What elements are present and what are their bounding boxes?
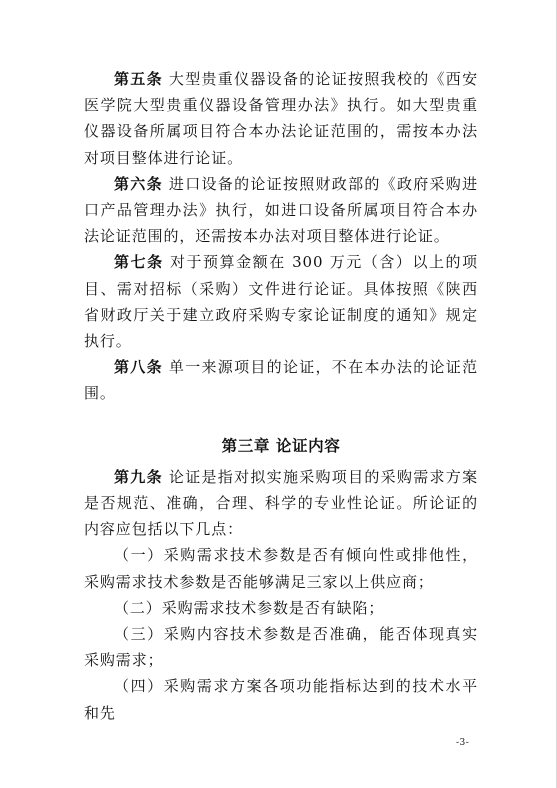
article-7-text: 对于预算金额在 300 万元（含）以上的项目、需对招标（采购）文件进行论证。具体按照《陕西省财政厅关于建立政府采购专家论证制度的通知》规定执行。 xyxy=(84,253,478,351)
page-content xyxy=(84,66,478,726)
article-6-label: 第六条 xyxy=(114,174,163,193)
list-item-3: （三）采购内容技术参数是否准确，能否体现真实采购需求； xyxy=(84,625,478,670)
chapter-title: 第三章 论证内容 xyxy=(221,435,341,455)
article-9-label: 第九条 xyxy=(114,467,163,486)
article-5-text: 大型贵重仪器设备的论证按照我校的《西安医学院大型贵重仪器设备管理办法》执行。如大型贵重仪器设备所属项目符合本办法论证范围的，需按本办法对项目整体进行论证。 xyxy=(84,70,478,167)
list-item-4: （四）采购需求方案各项功能指标达到的技术水平和先 xyxy=(84,677,478,722)
article-6-text: 进口设备的论证按照财政部的《政府采购进口产品管理办法》执行，如进口设备所属项目符合本办法论证范围的，还需按本办法对项目整体进行论证。 xyxy=(84,174,478,246)
article-7 xyxy=(84,249,478,354)
article-8-label: 第八条 xyxy=(114,358,163,377)
article-9 xyxy=(84,464,478,543)
page-number: -3- xyxy=(456,738,470,748)
article-8 xyxy=(84,354,478,406)
article-7-label: 第七条 xyxy=(114,253,164,272)
article-5-label: 第五条 xyxy=(114,70,163,88)
article-5 xyxy=(84,66,478,171)
article-6 xyxy=(84,171,478,250)
article-9-text: 论证是指对拟实施采购项目的采购需求方案是否规范、准确，合理、科学的专业性论证。所论证的内容应包括以下几点： xyxy=(84,467,478,539)
article-8-text: 单一来源项目的论证，不在本办法的论证范围。 xyxy=(84,358,478,403)
list-item-2: （二）采购需求技术参数是否有缺陷； xyxy=(114,598,385,617)
list-item-1: （一）采购需求技术参数是否有倾向性或排他性，采购需求技术参数是否能够满足三家以上供应商； xyxy=(84,546,478,591)
